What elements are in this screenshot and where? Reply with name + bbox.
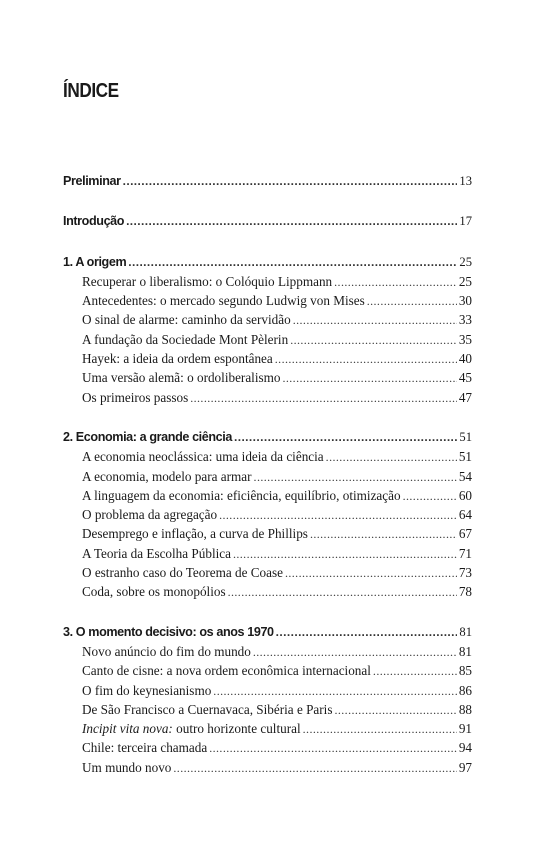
toc-entry-title: A linguagem da economia: eficiência, equilíbrio, otimização — [82, 487, 401, 503]
toc-page-number: 17 — [459, 214, 472, 229]
toc-entry — [63, 469, 472, 488]
dot-leader — [228, 585, 457, 600]
table-of-contents — [63, 174, 472, 779]
toc-page-number: 47 — [458, 389, 472, 405]
toc-page-number: 45 — [458, 370, 472, 386]
toc-entry — [63, 546, 472, 565]
toc-entry — [63, 702, 472, 721]
toc-entry — [63, 740, 472, 759]
dot-leader — [326, 450, 457, 465]
toc-entry — [63, 449, 472, 468]
dot-leader — [290, 333, 457, 348]
toc-entry — [63, 760, 472, 779]
toc-page-number: 71 — [458, 545, 472, 561]
toc-chapter-3 — [63, 625, 472, 644]
toc-page-number: 51 — [459, 429, 472, 444]
toc-entry-title: Antecedentes: o mercado segundo Ludwig von Mises — [82, 293, 365, 309]
dot-leader — [209, 741, 457, 756]
toc-entry-title: Hayek: a ideia da ordem espontânea — [82, 351, 273, 367]
dot-leader — [128, 255, 457, 269]
toc-entry — [63, 370, 472, 389]
toc-section-title: Preliminar — [63, 174, 121, 188]
toc-page-number: 73 — [458, 565, 472, 581]
toc-entry — [63, 390, 472, 409]
toc-entry — [63, 584, 472, 603]
dot-leader — [253, 645, 457, 660]
toc-entry-title: A Teoria da Escolha Pública — [82, 545, 231, 561]
toc-page-number: 33 — [458, 312, 472, 328]
toc-page-number: 78 — [458, 584, 472, 600]
toc-page-number: 81 — [459, 624, 472, 639]
dot-leader — [190, 391, 457, 406]
toc-entry — [63, 721, 472, 740]
toc-page-number: 13 — [459, 174, 472, 188]
dot-leader — [334, 703, 456, 718]
toc-page-number: 81 — [458, 643, 472, 659]
toc-page-number: 60 — [458, 487, 472, 503]
toc-chapter-1 — [63, 255, 472, 274]
dot-leader — [123, 174, 458, 188]
dot-leader — [282, 371, 456, 386]
dot-leader — [367, 294, 457, 309]
toc-page-number: 30 — [458, 293, 472, 309]
toc-page-number: 86 — [458, 682, 472, 698]
toc-entry-title: O sinal de alarme: caminho da servidão — [82, 312, 291, 328]
toc-page-number: 88 — [458, 701, 472, 717]
toc-entry-title: Chile: terceira chamada — [82, 740, 208, 756]
dot-leader — [126, 214, 457, 228]
dot-leader — [403, 489, 457, 504]
toc-entry-title: O estranho caso do Teorema de Coase — [82, 565, 283, 581]
toc-entry-title: Coda, sobre os monopólios — [82, 584, 226, 600]
toc-entry-title-rest: outro horizonte cultural — [172, 721, 301, 737]
dot-leader — [234, 430, 457, 444]
toc-entry-title: A economia, modelo para armar — [82, 468, 252, 484]
toc-chapter-2 — [63, 430, 472, 449]
dot-leader — [373, 664, 457, 679]
toc-entry-title: Novo anúncio do fim do mundo — [82, 643, 251, 659]
toc-entry — [63, 565, 472, 584]
toc-entry-title: De São Francisco a Cuernavaca, Sibéria e Paris — [82, 701, 333, 717]
toc-section-introducao — [63, 214, 472, 233]
toc-entry — [63, 274, 472, 293]
toc-page-number: 25 — [459, 254, 472, 269]
dot-leader — [254, 470, 457, 485]
dot-leader — [303, 722, 457, 737]
toc-entry-title: Canto de cisne: a nova ordem econômica internacional — [82, 663, 371, 679]
dot-leader — [293, 313, 457, 328]
toc-entry-title: O problema da agregação — [82, 507, 218, 523]
toc-entry — [63, 332, 472, 351]
toc-page-number: 97 — [458, 759, 472, 775]
dot-leader — [219, 508, 457, 523]
toc-entry-title: A fundação da Sociedade Mont Pèlerin — [82, 331, 289, 347]
page-title: ÍNDICE — [63, 80, 119, 102]
toc-page-number: 25 — [458, 273, 472, 289]
toc-section-title: Introdução — [63, 214, 125, 229]
dot-leader — [213, 684, 457, 699]
toc-entry-title: Uma versão alemã: o ordoliberalismo — [82, 370, 281, 386]
toc-entry-title: Um mundo novo — [82, 759, 172, 775]
toc-entry-title: A economia neoclássica: uma ideia da ciência — [82, 449, 324, 465]
toc-section-preliminar — [63, 174, 472, 193]
dot-leader — [334, 275, 457, 290]
toc-entry — [63, 526, 472, 545]
toc-entry — [63, 644, 472, 663]
toc-section-title: 3. O momento decisivo: os anos 1970 — [63, 624, 274, 639]
dot-leader — [285, 566, 457, 581]
toc-page-number: 51 — [458, 449, 472, 465]
toc-entry — [63, 663, 472, 682]
dot-leader — [173, 761, 456, 776]
dot-leader — [276, 625, 458, 639]
dot-leader — [275, 352, 457, 367]
toc-entry — [63, 293, 472, 312]
toc-entry-title: O fim do keynesianismo — [82, 682, 212, 698]
toc-entry — [63, 351, 472, 370]
toc-entry — [63, 507, 472, 526]
toc-section-title: 1. A origem — [63, 254, 127, 269]
toc-entry — [63, 488, 472, 507]
toc-page-number: 94 — [458, 740, 472, 756]
toc-section-title: 2. Economia: a grande ciência — [63, 429, 232, 444]
toc-entry-title-italic: Incipit vita nova: — [82, 721, 173, 737]
toc-entry-title: Desemprego e inflação, a curva de Phillips — [82, 526, 308, 542]
toc-entry-title — [82, 721, 301, 737]
dot-leader — [310, 527, 457, 542]
toc-page-number: 35 — [458, 331, 472, 347]
toc-page-number: 64 — [458, 507, 472, 523]
toc-entry — [63, 683, 472, 702]
toc-page-number: 40 — [458, 351, 472, 367]
toc-page-number: 54 — [458, 468, 472, 484]
dot-leader — [233, 547, 457, 562]
toc-page-number: 85 — [458, 663, 472, 679]
toc-entry-title: Recuperar o liberalismo: o Colóquio Lippmann — [82, 273, 333, 289]
toc-page-number: 67 — [458, 526, 472, 542]
toc-page-number: 91 — [458, 721, 472, 737]
toc-entry-title: Os primeiros passos — [82, 389, 189, 405]
toc-entry — [63, 312, 472, 331]
